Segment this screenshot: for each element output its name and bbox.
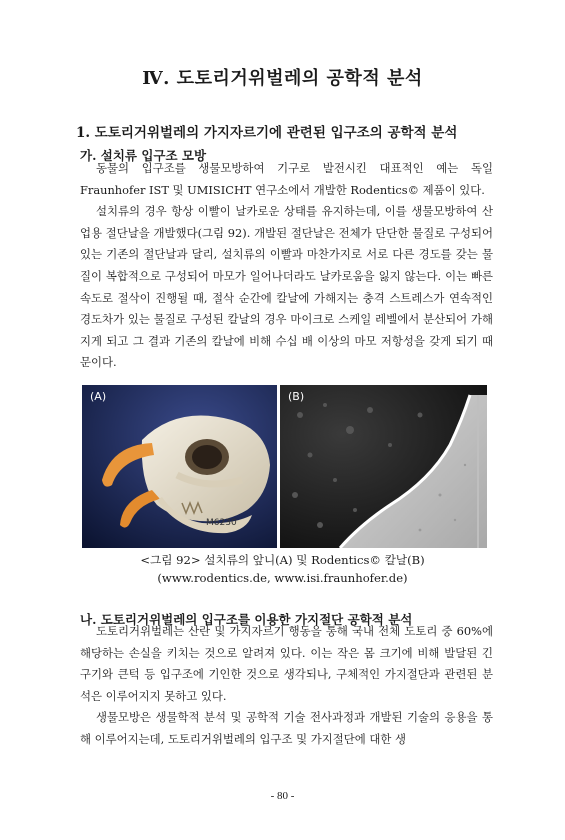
chapter-title: Ⅳ. 도토리거위벌레의 공학적 분석 xyxy=(142,68,423,89)
subsection-title-a: 가. 설치류 입구조 모방 xyxy=(80,148,207,163)
section-title: 1. 도토리거위벌레의 가지자르기에 관련된 입구조의 공학적 분석 xyxy=(76,125,458,141)
paragraph-1: 동물의 입구조를 생물모방하여 기구로 발전시킨 대표적인 예는 독일 Fraunhofer IST 및 UMISICHT 연구소에서 개발한 Rodentics© 제품이 있다. xyxy=(80,161,493,197)
page-number: - 80 - xyxy=(270,790,295,802)
skull-tag: M6230 xyxy=(206,518,237,528)
paragraph-3: 도토리거위벌레는 산란 및 가지자르기 행동을 통해 국내 전체 도토리 중 60%에 해당하는 손실을 키치는 것으로 알려져 있다. 이는 작은 몸 크기에 비해 발달된 긴 구기와 큰턱 등 입구조에 기인한 것으로 생각되나, 구체적인 가지절단과 관련된 분석은 이루어지지 못하고 있다. xyxy=(80,624,493,703)
body-text-block-2 xyxy=(80,621,493,751)
micrograph-illustration xyxy=(280,385,487,548)
figure-source: (www.rodentics.de, www.isi.fraunhofer.de) xyxy=(157,571,408,585)
rodent-skull-photo xyxy=(82,385,277,548)
subsection-title-b: 나. 도토리거위벌레의 입구조를 이용한 가지절단 공학적 분석 xyxy=(80,612,413,627)
paragraph-4: 생물모방은 생물학적 분석 및 공학적 기술 전사과정과 개발된 기술의 응용을 통해 이루어지는데, 도토리거위벌레의 입구조 및 가지절단에 대한 생 xyxy=(80,710,493,746)
figure-caption: <그림 92> 설치류의 앞니(A) 및 Rodentics© 칼날(B) xyxy=(140,553,425,567)
body-text-block-1 xyxy=(80,158,493,374)
panel-label-a: (A) xyxy=(90,390,107,403)
paragraph-2: 설치류의 경우 항상 이빨이 날카로운 상태를 유지하는데, 이를 생물모방하여 산업용 절단날을 개발했다(그림 92). 개발된 절단날은 전체가 단단한 물질로 구성되어 있는 기존의 절단날과 달리, 설치류의 이빨과 마찬가지로 서로 다른 경도를 갖는 물질이 복합적으로 구성되어 마모가 일어나더라도 날카로움을 잃지 않는다. 이는 빠른 속도로 절삭이 진행될 때, 절삭 순간에 칼날에 가해지는 충격 스트레스가 연속적인 경도차가 있는 물질로 구성된 칼날의 경우 마이크로 스케일 레벨에서 분산되어 가해지게 되고 그 결과 기존의 칼날에 비해 수십 배 이상의 마모 저항성을 갖게 되기 때문이다. xyxy=(80,204,493,370)
panel-label-b: (B) xyxy=(288,390,305,403)
skull-illustration xyxy=(82,385,277,548)
figure-92 xyxy=(82,385,487,548)
blade-micrograph xyxy=(280,385,487,548)
